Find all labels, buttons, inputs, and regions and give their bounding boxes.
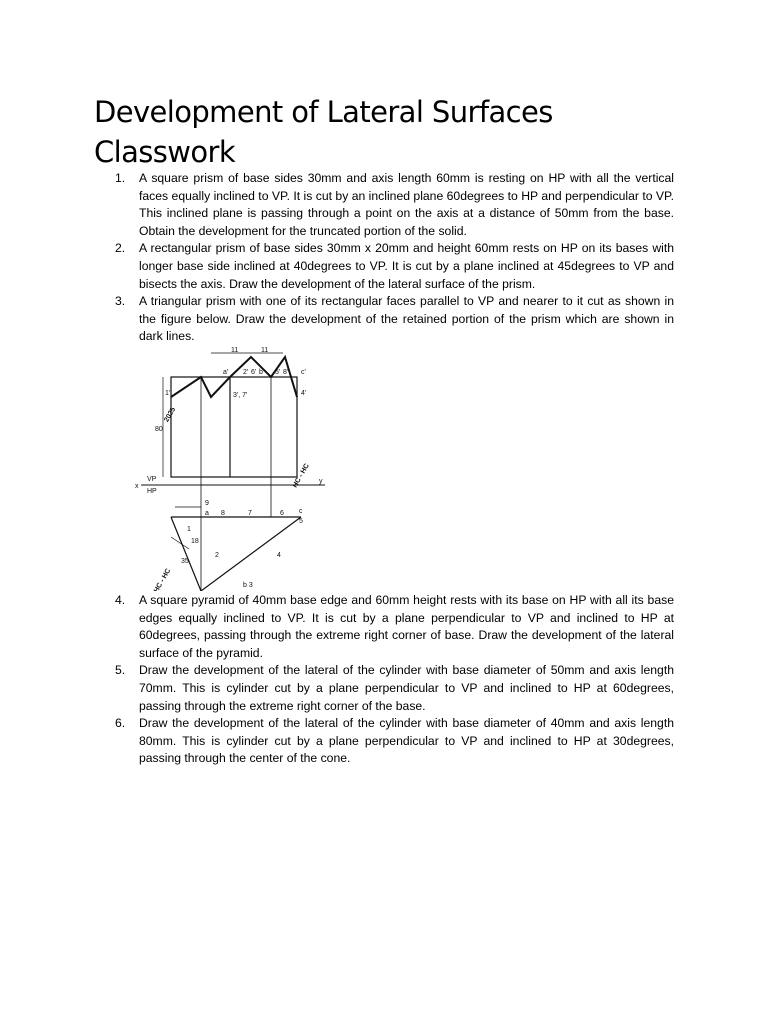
axis-label: HP (147, 487, 157, 495)
question-number: 5. (115, 663, 126, 678)
vertex-label: 5 (299, 517, 303, 525)
question-item-3 (115, 293, 674, 592)
question-item-2 (115, 240, 674, 293)
vertex-label: 4 (277, 551, 281, 559)
vertex-label: 2 (215, 551, 219, 559)
question-text: Draw the development of the lateral of the cylinder with base diameter of 40mm and axis length 80mm. This is cylinder cut by a plane perpendicular to VP and inclined to HP at 30degrees, passing through the center of the cone. (139, 716, 674, 766)
dimension-label: 18 (191, 537, 199, 545)
question-text: A rectangular prism of base sides 30mm x 20mm and height 60mm rests on HP on its bases with longer base side inclined at 40degrees to VP. It is cut by a plane inclined at 45degrees to VP and bisects the axis. Draw the development of the lateral surface of the prism. (139, 241, 674, 291)
vertex-label: 2' (243, 368, 249, 376)
vertex-label: 3', 7' (233, 391, 248, 399)
dimension-label: 11 (231, 346, 239, 354)
dimension-label: 80 (155, 425, 163, 433)
vertex-label: 4' (301, 389, 307, 397)
title-line-2: Classwork (94, 135, 236, 169)
page-title (94, 92, 694, 172)
question-item-1 (115, 170, 674, 240)
question-number: 6. (115, 716, 126, 731)
vertex-label: b 3 (243, 581, 253, 589)
watermark-text: HC - HC (152, 567, 173, 591)
vertex-label: b' (259, 368, 265, 376)
axis-label: VP (147, 475, 157, 483)
vertex-label: 6 (280, 509, 284, 517)
question-item-6 (115, 715, 674, 768)
question-text: A square prism of base sides 30mm and axis length 60mm is resting on HP with all the vertical faces equally inclined to VP. It is cut by an inclined plane 60degrees to HP and perpendicular to VP. This inclined plane is passing through a point on the axis at a distance of 50mm from the base. Obtain the development for the truncated portion of the solid. (139, 171, 674, 238)
watermark-text: HC - HC (291, 462, 311, 489)
dimension-label: 11 (261, 346, 269, 354)
vertex-label: 8' (283, 368, 289, 376)
dimension-label: 35 (181, 557, 189, 565)
vertex-label: a (205, 509, 209, 517)
vertex-label: 7 (248, 509, 252, 517)
dimension-label: 9 (205, 499, 209, 507)
axis-label: y (319, 477, 323, 485)
question-text: A triangular prism with one of its rectangular faces parallel to VP and nearer to it cut as shown in the figure below. Draw the development of the retained portion of the prism which are shown in dark lines. (139, 294, 674, 344)
question-number: 2. (115, 241, 126, 256)
watermark-text: 2025 (163, 406, 178, 424)
vertex-label: 6' (251, 368, 257, 376)
vertex-label: c' (301, 368, 306, 376)
question-item-4 (115, 592, 674, 662)
question-list (115, 170, 674, 768)
vertex-label: c (299, 507, 303, 515)
question-number: 3. (115, 294, 126, 309)
title-line-1: Development of Lateral Surfaces (94, 95, 553, 129)
vertex-label: 5' (275, 368, 281, 376)
prism-drawing (135, 347, 345, 591)
axis-label: x (135, 482, 139, 490)
question-text: A square pyramid of 40mm base edge and 60mm height rests with its base on HP with all its base edges equally inclined to VP. It is cut by a plane perpendicular to VP and inclined to HP at 60degrees, passing through the extreme right corner of base. Draw the development of the lateral surface of the pyramid. (139, 592, 674, 660)
prism-drawing-figure (135, 347, 345, 591)
vertex-label: 1' (165, 389, 171, 397)
vertex-label: 1 (187, 525, 191, 533)
question-number: 1. (115, 171, 126, 185)
figure-container (135, 346, 674, 592)
question-text: Draw the development of the lateral of the cylinder with base diameter of 50mm and axis length 70mm. This is cylinder cut by a plane perpendicular to VP and inclined to HP at 60degrees, passing through the extreme right corner of the base. (139, 663, 674, 713)
question-number: 4. (115, 592, 126, 607)
question-item-5 (115, 662, 674, 715)
vertex-label: 8 (221, 509, 225, 517)
vertex-label: a' (223, 368, 229, 376)
